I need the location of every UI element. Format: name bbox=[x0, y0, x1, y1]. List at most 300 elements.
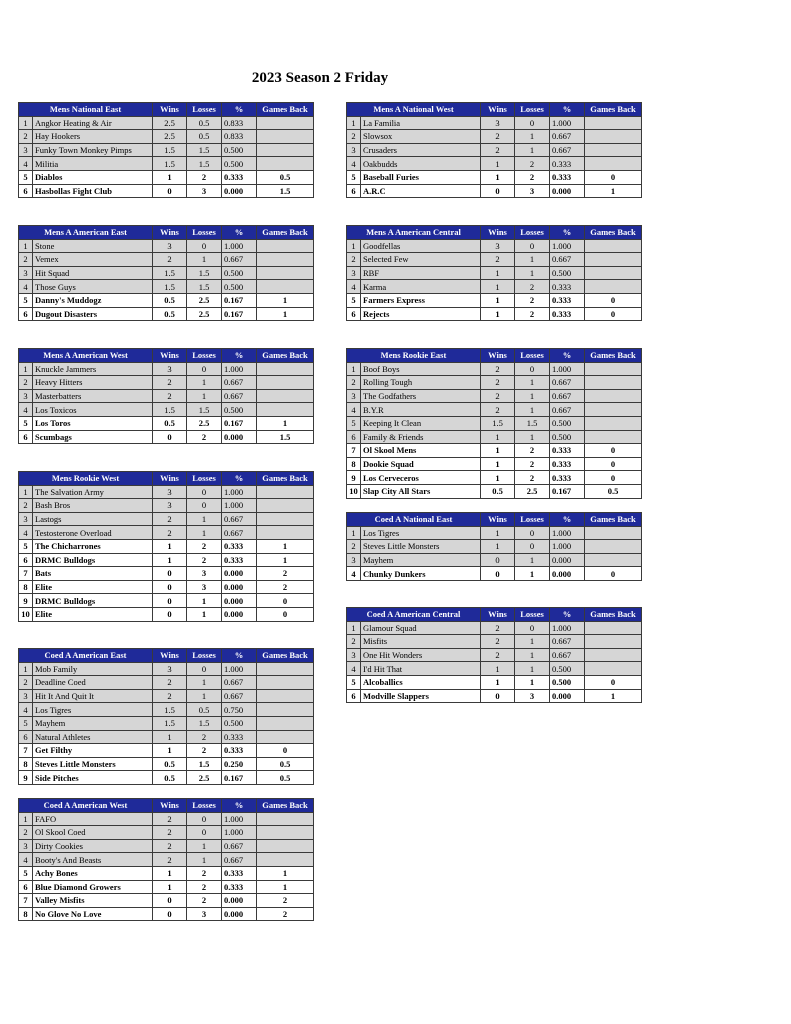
wins-cell: 1 bbox=[481, 662, 515, 676]
rank-cell: 4 bbox=[347, 157, 361, 171]
pct-cell: 0.167 bbox=[550, 484, 585, 498]
games-back-cell bbox=[585, 362, 642, 376]
division-name: Coed A American East bbox=[19, 649, 153, 663]
division-name: Mens A American East bbox=[19, 226, 153, 240]
pct-cell: 0.500 bbox=[550, 662, 585, 676]
table-row bbox=[347, 130, 642, 144]
games-back-cell: 0.5 bbox=[257, 771, 314, 785]
team-name-cell: Hasbollas Fight Club bbox=[33, 184, 153, 198]
losses-cell: 1.5 bbox=[187, 143, 222, 157]
team-name-cell: Los Tigres bbox=[361, 526, 481, 540]
games-back-cell: 0 bbox=[257, 594, 314, 608]
games-back-cell: 0.5 bbox=[257, 170, 314, 184]
losses-cell: 2 bbox=[515, 157, 550, 171]
rank-cell: 6 bbox=[347, 307, 361, 321]
games-back-cell: 1.5 bbox=[257, 430, 314, 444]
table-row bbox=[347, 648, 642, 662]
wins-cell: 1 bbox=[481, 266, 515, 280]
rank-cell: 2 bbox=[347, 635, 361, 649]
team-name-cell: Get Filthy bbox=[33, 744, 153, 758]
team-name-cell: Rolling Tough bbox=[361, 376, 481, 390]
pct-cell: 1.000 bbox=[550, 621, 585, 635]
rank-cell: 6 bbox=[19, 430, 33, 444]
standings-coed-a-american-east bbox=[18, 648, 314, 785]
table-header-row bbox=[19, 349, 314, 363]
standings-coed-a-american-west bbox=[18, 798, 314, 921]
losses-cell: 2 bbox=[515, 457, 550, 471]
pct-cell: 0.333 bbox=[550, 280, 585, 294]
losses-cell: 2 bbox=[515, 293, 550, 307]
losses-cell: 1 bbox=[515, 430, 550, 444]
losses-cell: 0 bbox=[515, 362, 550, 376]
games-back-cell: 0 bbox=[257, 607, 314, 621]
games-back-cell bbox=[585, 157, 642, 171]
pct-header: % bbox=[222, 472, 257, 486]
wins-cell: 1 bbox=[481, 430, 515, 444]
games-back-header: Games Back bbox=[257, 799, 314, 813]
losses-cell: 1 bbox=[515, 130, 550, 144]
games-back-cell bbox=[257, 280, 314, 294]
losses-cell: 0 bbox=[187, 362, 222, 376]
pct-cell: 0.167 bbox=[222, 293, 257, 307]
wins-header: Wins bbox=[481, 103, 515, 117]
team-name-cell: Hit It And Quit It bbox=[33, 689, 153, 703]
team-name-cell: Los Tigres bbox=[33, 703, 153, 717]
team-name-cell: Steves Little Monsters bbox=[361, 540, 481, 554]
games-back-cell: 0 bbox=[585, 170, 642, 184]
table-row bbox=[347, 567, 642, 581]
games-back-header: Games Back bbox=[585, 103, 642, 117]
games-back-cell bbox=[257, 130, 314, 144]
wins-cell: 0.5 bbox=[153, 757, 187, 771]
losses-cell: 0 bbox=[515, 526, 550, 540]
team-name-cell: Crusaders bbox=[361, 143, 481, 157]
wins-header: Wins bbox=[153, 226, 187, 240]
wins-cell: 3 bbox=[153, 239, 187, 253]
rank-cell: 4 bbox=[19, 703, 33, 717]
wins-cell: 3 bbox=[153, 499, 187, 513]
team-name-cell: Mayhem bbox=[33, 716, 153, 730]
wins-cell: 1 bbox=[153, 170, 187, 184]
table-row bbox=[347, 457, 642, 471]
team-name-cell: Slowsox bbox=[361, 130, 481, 144]
losses-cell: 2 bbox=[187, 744, 222, 758]
losses-cell: 1 bbox=[187, 526, 222, 540]
table-row bbox=[19, 485, 314, 499]
wins-header: Wins bbox=[481, 608, 515, 622]
losses-cell: 1 bbox=[187, 376, 222, 390]
rank-cell: 2 bbox=[19, 499, 33, 513]
rank-cell: 4 bbox=[347, 280, 361, 294]
division-name: Mens A American Central bbox=[347, 226, 481, 240]
table-row bbox=[19, 116, 314, 130]
pct-cell: 0.000 bbox=[222, 184, 257, 198]
pct-cell: 0.000 bbox=[222, 567, 257, 581]
table-header-row bbox=[347, 513, 642, 527]
team-name-cell: Oakbudds bbox=[361, 157, 481, 171]
games-back-cell bbox=[585, 416, 642, 430]
losses-cell: 0 bbox=[515, 540, 550, 554]
losses-header: Losses bbox=[187, 349, 222, 363]
losses-cell: 2 bbox=[187, 430, 222, 444]
rank-cell: 5 bbox=[347, 170, 361, 184]
wins-cell: 3 bbox=[153, 362, 187, 376]
table-row bbox=[347, 157, 642, 171]
wins-cell: 1.5 bbox=[153, 280, 187, 294]
wins-cell: 2 bbox=[153, 853, 187, 867]
pct-cell: 1.000 bbox=[222, 499, 257, 513]
table-row bbox=[19, 130, 314, 144]
wins-cell: 3 bbox=[153, 485, 187, 499]
team-name-cell: Goodfellas bbox=[361, 239, 481, 253]
standings-mens-a-american-west bbox=[18, 348, 314, 444]
rank-cell: 1 bbox=[19, 362, 33, 376]
division-name: Mens Rookie East bbox=[347, 349, 481, 363]
rank-cell: 6 bbox=[19, 307, 33, 321]
wins-cell: 0 bbox=[153, 907, 187, 921]
losses-cell: 2 bbox=[187, 539, 222, 553]
table-row bbox=[347, 621, 642, 635]
games-back-cell bbox=[257, 253, 314, 267]
losses-cell: 1 bbox=[515, 266, 550, 280]
wins-cell: 0 bbox=[481, 689, 515, 703]
wins-cell: 2.5 bbox=[153, 116, 187, 130]
pct-cell: 0.500 bbox=[222, 266, 257, 280]
games-back-cell bbox=[257, 389, 314, 403]
team-name-cell: Baseball Furies bbox=[361, 170, 481, 184]
rank-cell: 1 bbox=[19, 116, 33, 130]
rank-cell: 6 bbox=[347, 430, 361, 444]
pct-header: % bbox=[222, 649, 257, 663]
losses-cell: 2 bbox=[187, 553, 222, 567]
table-row bbox=[19, 866, 314, 880]
team-name-cell: Rejects bbox=[361, 307, 481, 321]
team-name-cell: One Hit Wonders bbox=[361, 648, 481, 662]
pct-cell: 0.000 bbox=[222, 607, 257, 621]
pct-header: % bbox=[222, 103, 257, 117]
wins-cell: 1 bbox=[153, 730, 187, 744]
table-row bbox=[19, 703, 314, 717]
losses-cell: 0 bbox=[515, 116, 550, 130]
games-back-cell: 0 bbox=[585, 567, 642, 581]
team-name-cell: The Chicharrones bbox=[33, 539, 153, 553]
table-row bbox=[19, 430, 314, 444]
pct-cell: 0.000 bbox=[550, 553, 585, 567]
rank-cell: 8 bbox=[19, 757, 33, 771]
games-back-header: Games Back bbox=[585, 349, 642, 363]
pct-cell: 0.500 bbox=[550, 416, 585, 430]
losses-header: Losses bbox=[187, 226, 222, 240]
table-row bbox=[19, 293, 314, 307]
rank-cell: 1 bbox=[19, 662, 33, 676]
table-row bbox=[19, 184, 314, 198]
table-row bbox=[19, 499, 314, 513]
pct-cell: 0.333 bbox=[222, 553, 257, 567]
table-row bbox=[19, 567, 314, 581]
standings-mens-a-american-central bbox=[346, 225, 642, 321]
losses-cell: 1.5 bbox=[187, 280, 222, 294]
rank-cell: 5 bbox=[347, 675, 361, 689]
team-name-cell: Deadline Coed bbox=[33, 676, 153, 690]
games-back-cell bbox=[585, 540, 642, 554]
rank-cell: 2 bbox=[19, 376, 33, 390]
pct-cell: 0.667 bbox=[550, 376, 585, 390]
table-row bbox=[347, 143, 642, 157]
wins-cell: 1.5 bbox=[153, 403, 187, 417]
losses-cell: 1 bbox=[515, 635, 550, 649]
losses-cell: 1 bbox=[515, 253, 550, 267]
pct-header: % bbox=[550, 608, 585, 622]
losses-cell: 3 bbox=[515, 689, 550, 703]
losses-cell: 1 bbox=[515, 662, 550, 676]
losses-cell: 2 bbox=[515, 170, 550, 184]
rank-cell: 8 bbox=[19, 907, 33, 921]
rank-cell: 2 bbox=[19, 676, 33, 690]
team-name-cell: Side Pitches bbox=[33, 771, 153, 785]
table-row bbox=[19, 676, 314, 690]
team-name-cell: Keeping It Clean bbox=[361, 416, 481, 430]
pct-cell: 0.000 bbox=[222, 594, 257, 608]
pct-cell: 0.000 bbox=[222, 907, 257, 921]
wins-cell: 1 bbox=[481, 540, 515, 554]
division-name: Coed A American Central bbox=[347, 608, 481, 622]
pct-cell: 0.167 bbox=[222, 771, 257, 785]
games-back-cell bbox=[585, 403, 642, 417]
pct-cell: 0.000 bbox=[222, 430, 257, 444]
table-row bbox=[347, 444, 642, 458]
team-name-cell: Los Toros bbox=[33, 416, 153, 430]
rank-cell: 4 bbox=[19, 157, 33, 171]
wins-cell: 2 bbox=[481, 376, 515, 390]
wins-cell: 2 bbox=[153, 812, 187, 826]
standings-mens-national-east bbox=[18, 102, 314, 198]
games-back-cell: 1 bbox=[257, 416, 314, 430]
pct-cell: 0.667 bbox=[222, 839, 257, 853]
pct-cell: 0.333 bbox=[550, 444, 585, 458]
table-row bbox=[19, 757, 314, 771]
wins-cell: 2 bbox=[481, 389, 515, 403]
pct-cell: 0.333 bbox=[222, 170, 257, 184]
rank-cell: 3 bbox=[347, 266, 361, 280]
pct-cell: 0.000 bbox=[550, 567, 585, 581]
wins-cell: 2 bbox=[153, 512, 187, 526]
losses-cell: 1 bbox=[187, 253, 222, 267]
games-back-cell bbox=[257, 157, 314, 171]
wins-cell: 2 bbox=[481, 648, 515, 662]
team-name-cell: Hay Hookers bbox=[33, 130, 153, 144]
wins-cell: 0 bbox=[153, 430, 187, 444]
losses-cell: 2 bbox=[187, 866, 222, 880]
team-name-cell: Farmers Express bbox=[361, 293, 481, 307]
pct-cell: 0.667 bbox=[550, 648, 585, 662]
pct-cell: 0.000 bbox=[550, 689, 585, 703]
wins-cell: 0.5 bbox=[153, 416, 187, 430]
rank-cell: 1 bbox=[347, 621, 361, 635]
rank-cell: 4 bbox=[19, 526, 33, 540]
division-name: Mens National East bbox=[19, 103, 153, 117]
rank-cell: 9 bbox=[19, 594, 33, 608]
rank-cell: 5 bbox=[19, 416, 33, 430]
rank-cell: 3 bbox=[19, 839, 33, 853]
games-back-cell bbox=[257, 403, 314, 417]
losses-header: Losses bbox=[515, 103, 550, 117]
losses-cell: 2 bbox=[187, 880, 222, 894]
games-back-cell bbox=[257, 362, 314, 376]
team-name-cell: Militia bbox=[33, 157, 153, 171]
pct-cell: 0.167 bbox=[222, 307, 257, 321]
wins-cell: 3 bbox=[153, 662, 187, 676]
losses-header: Losses bbox=[515, 226, 550, 240]
wins-cell: 2 bbox=[153, 376, 187, 390]
losses-cell: 1 bbox=[187, 839, 222, 853]
pct-cell: 0.500 bbox=[222, 280, 257, 294]
wins-header: Wins bbox=[153, 349, 187, 363]
rank-cell: 2 bbox=[347, 130, 361, 144]
team-name-cell: Bash Bros bbox=[33, 499, 153, 513]
rank-cell: 3 bbox=[19, 389, 33, 403]
games-back-cell bbox=[585, 239, 642, 253]
pct-header: % bbox=[222, 349, 257, 363]
wins-cell: 1 bbox=[481, 157, 515, 171]
rank-cell: 4 bbox=[19, 853, 33, 867]
rank-cell: 2 bbox=[19, 826, 33, 840]
team-name-cell: Danny's Muddogz bbox=[33, 293, 153, 307]
losses-cell: 2 bbox=[187, 730, 222, 744]
team-name-cell: Heavy Hitters bbox=[33, 376, 153, 390]
team-name-cell: The Godfathers bbox=[361, 389, 481, 403]
losses-cell: 2 bbox=[515, 444, 550, 458]
pct-header: % bbox=[222, 226, 257, 240]
team-name-cell: Slap City All Stars bbox=[361, 484, 481, 498]
pct-cell: 1.000 bbox=[550, 526, 585, 540]
pct-cell: 1.000 bbox=[222, 362, 257, 376]
table-header-row bbox=[19, 226, 314, 240]
wins-cell: 0.5 bbox=[153, 771, 187, 785]
losses-header: Losses bbox=[187, 649, 222, 663]
table-row bbox=[347, 376, 642, 390]
wins-cell: 0 bbox=[153, 894, 187, 908]
table-row bbox=[347, 293, 642, 307]
losses-cell: 2 bbox=[515, 280, 550, 294]
table-row bbox=[19, 416, 314, 430]
wins-cell: 1.5 bbox=[481, 416, 515, 430]
losses-cell: 0.5 bbox=[187, 116, 222, 130]
wins-cell: 1 bbox=[481, 307, 515, 321]
games-back-cell bbox=[257, 499, 314, 513]
losses-cell: 1 bbox=[187, 594, 222, 608]
team-name-cell: Vemex bbox=[33, 253, 153, 267]
wins-header: Wins bbox=[153, 103, 187, 117]
team-name-cell: Dirty Cookies bbox=[33, 839, 153, 853]
wins-cell: 2 bbox=[481, 621, 515, 635]
pct-cell: 0.333 bbox=[550, 307, 585, 321]
losses-cell: 2 bbox=[515, 471, 550, 485]
team-name-cell: Diablos bbox=[33, 170, 153, 184]
rank-cell: 3 bbox=[347, 389, 361, 403]
pct-cell: 0.000 bbox=[550, 184, 585, 198]
rank-cell: 1 bbox=[19, 239, 33, 253]
table-row bbox=[19, 512, 314, 526]
table-row bbox=[19, 826, 314, 840]
pct-cell: 0.667 bbox=[222, 676, 257, 690]
pct-cell: 0.333 bbox=[550, 157, 585, 171]
losses-header: Losses bbox=[187, 799, 222, 813]
rank-cell: 1 bbox=[347, 239, 361, 253]
games-back-cell: 0 bbox=[585, 471, 642, 485]
rank-cell: 9 bbox=[347, 471, 361, 485]
games-back-cell bbox=[585, 266, 642, 280]
losses-cell: 3 bbox=[187, 567, 222, 581]
pct-cell: 0.667 bbox=[222, 526, 257, 540]
games-back-cell bbox=[257, 526, 314, 540]
games-back-cell bbox=[585, 662, 642, 676]
wins-cell: 0 bbox=[153, 184, 187, 198]
pct-cell: 0.667 bbox=[222, 253, 257, 267]
wins-cell: 1 bbox=[153, 880, 187, 894]
wins-cell: 2 bbox=[153, 253, 187, 267]
pct-header: % bbox=[550, 513, 585, 527]
wins-cell: 0 bbox=[153, 594, 187, 608]
table-row bbox=[347, 540, 642, 554]
games-back-cell bbox=[585, 635, 642, 649]
games-back-header: Games Back bbox=[257, 472, 314, 486]
games-back-header: Games Back bbox=[585, 226, 642, 240]
losses-header: Losses bbox=[187, 472, 222, 486]
wins-cell: 2 bbox=[481, 635, 515, 649]
losses-cell: 1.5 bbox=[187, 757, 222, 771]
table-header-row bbox=[347, 103, 642, 117]
team-name-cell: Dugout Disasters bbox=[33, 307, 153, 321]
pct-cell: 0.333 bbox=[222, 730, 257, 744]
page-title: 2023 Season 2 Friday bbox=[251, 70, 389, 86]
table-row bbox=[19, 607, 314, 621]
games-back-cell bbox=[585, 621, 642, 635]
games-back-header: Games Back bbox=[257, 649, 314, 663]
team-name-cell: Lastogs bbox=[33, 512, 153, 526]
rank-cell: 5 bbox=[19, 170, 33, 184]
wins-cell: 0.5 bbox=[153, 307, 187, 321]
pct-header: % bbox=[550, 226, 585, 240]
games-back-cell: 1 bbox=[257, 880, 314, 894]
rank-cell: 5 bbox=[347, 293, 361, 307]
losses-cell: 3 bbox=[187, 580, 222, 594]
rank-cell: 6 bbox=[347, 184, 361, 198]
table-header-row bbox=[19, 799, 314, 813]
rank-cell: 5 bbox=[19, 293, 33, 307]
table-row bbox=[19, 526, 314, 540]
losses-cell: 2.5 bbox=[187, 416, 222, 430]
wins-cell: 1.5 bbox=[153, 143, 187, 157]
rank-cell: 3 bbox=[347, 553, 361, 567]
wins-cell: 1 bbox=[481, 471, 515, 485]
table-row bbox=[19, 253, 314, 267]
rank-cell: 2 bbox=[19, 130, 33, 144]
games-back-cell bbox=[257, 716, 314, 730]
pct-cell: 0.667 bbox=[222, 376, 257, 390]
games-back-cell bbox=[585, 280, 642, 294]
team-name-cell: Knuckle Jammers bbox=[33, 362, 153, 376]
table-row bbox=[347, 280, 642, 294]
games-back-cell: 0 bbox=[585, 444, 642, 458]
losses-cell: 1 bbox=[515, 389, 550, 403]
pct-cell: 0.000 bbox=[222, 580, 257, 594]
table-row bbox=[347, 362, 642, 376]
losses-header: Losses bbox=[515, 608, 550, 622]
wins-cell: 1 bbox=[153, 539, 187, 553]
team-name-cell: Blue Diamond Growers bbox=[33, 880, 153, 894]
games-back-cell: 2 bbox=[257, 567, 314, 581]
games-back-cell bbox=[257, 689, 314, 703]
